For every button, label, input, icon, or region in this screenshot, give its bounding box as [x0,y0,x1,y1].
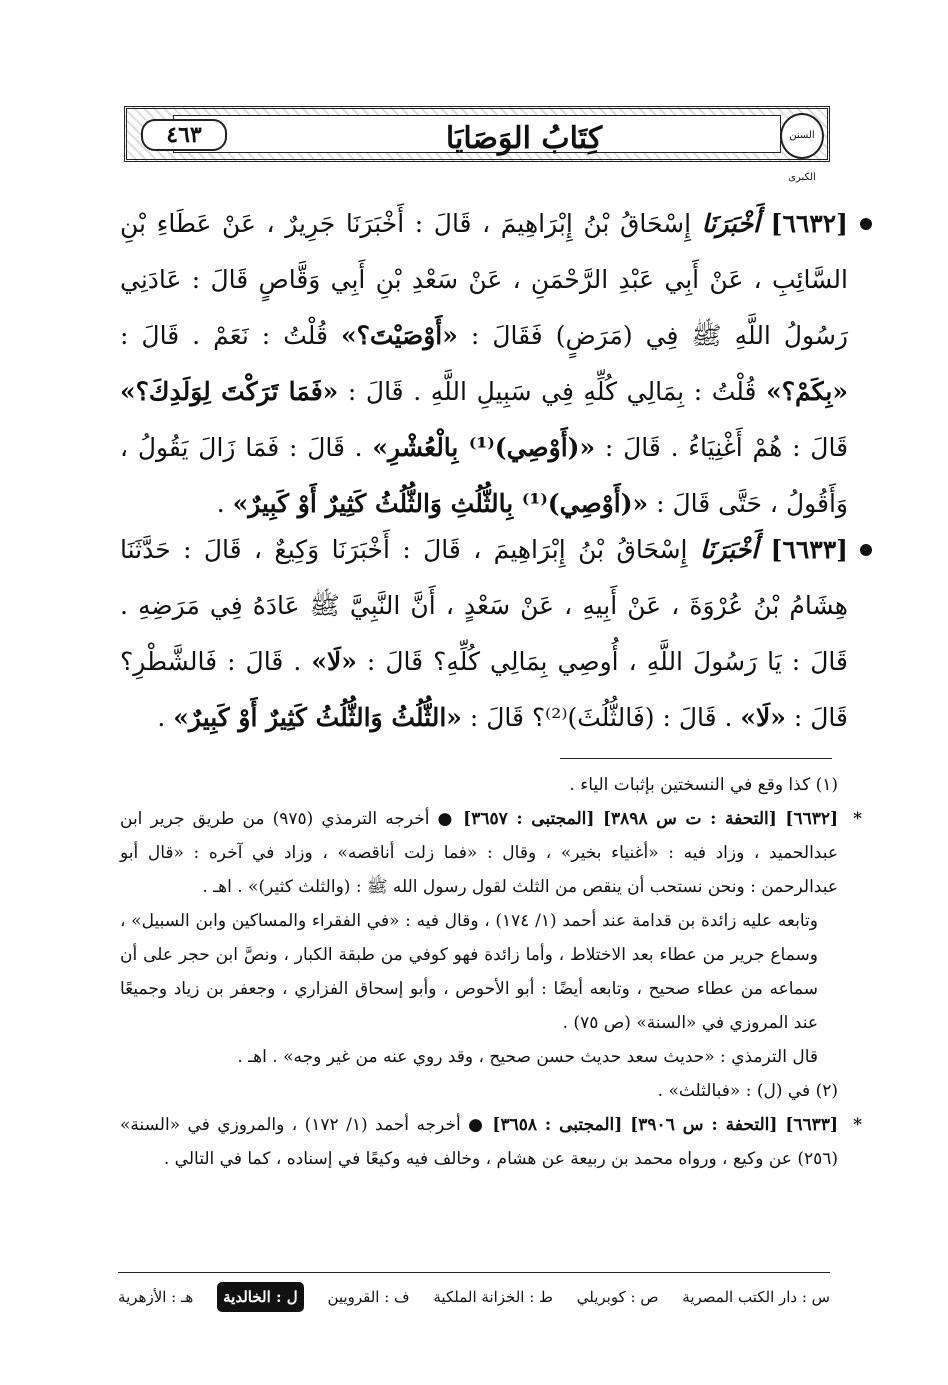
prophet-quote: «فَمَا تَرَكْتَ لِوَلَدِكَ؟» [120,377,339,406]
legend-divider [118,1272,830,1273]
tirmidhi-quote: قال الترمذي : «حديث سعد حديث حسن صحيح ، وقد روي عنه من غير وجه» . اهـ . [237,1047,818,1067]
takhrij-text: ● أخرجه الترمذي (٩٧٥) من طريق جرير ابن عبدالحميد ، وزاد فيه : «أغنياء بخير» ، وقال : «فما زلت أناقصه» ، وزاد في آخره : «قال أبو عبدالرحمن : ونحن نستحب أن ينقص من الثلث لقول رسول الله ﷺ : (والثلث كثير)» . اهـ . [120,809,838,897]
hadith-akhbarana: أَخْبَرَنَا [699,535,759,564]
hadith-text: . قَالَ : فَمَا زَالَ يَقُولُ ، وَأَقُولُ ، حَتَّى قَالَ : [120,433,848,518]
legend-item: ط : الخزانة الملكية [433,1288,553,1306]
hadith-text: . [216,489,233,518]
hadith-text: إِسْحَاقُ بْنُ إِبْرَاهِيمَ ، قَالَ : أَخْبَرَنَا وَكِيعٌ ، قَالَ : حَدَّثَنَا هِشَامُ بْنُ عُرْوَةَ ، عَنْ أَبِيهِ ، عَنْ سَعْدٍ ، أَنَّ النَّبِيَّ ﷺ عَادَهُ فِي مَرَضِهِ . قَالَ : يَا رَسُولَ اللَّهِ ، أُوصِي بِمَالِي كُلِّهِ؟ قَالَ : [120,535,848,676]
hadith-6633 [120,522,848,746]
prophet-quote: «(أَوْصِي)⁽¹⁾ بِالثُّلُثِ وَالثُّلُثُ كَثِيرٌ أَوْ كَبِيرٌ» [232,489,649,518]
star-icon: * [853,1115,862,1135]
legend-item: ف : القرويين [327,1288,410,1306]
prophet-quote: «لَا» [740,703,786,732]
takhrij-text: ● أخرجه أحمد (١/ ١٧٢) ، والمروزي في «السنة» (٢٥٦) عن وكيع ، ورواه محمد بن ربيعة عن هشام ، وخالف فيه وكيعًا في إسناده ، كما في التالي . [120,1115,838,1169]
footnotes [120,768,862,1176]
legend-item: ص : كوبريلي [576,1288,659,1306]
star-icon: * [853,809,862,829]
footnote-2: (٢) في (ل) : «فبالثلث» . [657,1081,838,1101]
hadith-6632 [120,196,848,532]
bullet-icon [860,218,872,230]
footnote-1: (١) كذا وقع في النسختين بإثبات الياء . [569,775,838,795]
page-number: ٤٦٣ [141,119,227,151]
prophet-quote: «لَا» [311,647,357,676]
takhrij-6633 [120,1108,862,1176]
prophet-quote: «الثُّلُثُ وَالثُّلُثُ كَثِيرٌ أَوْ كَبِيرٌ» [173,703,462,732]
takhrij-reference: [٦٦٣٣] [التحفة : س ٣٩٠٦] [المجتبى : ٣٦٥٨] [492,1115,838,1135]
prophet-quote: «(أَوْصِي)⁽¹⁾ بِالْعُشْرِ» [372,433,596,462]
hadith-text: قَالَ : هُمْ أَغْنِيَاءُ . قَالَ : [595,433,849,462]
hadith-number: [٦٦٣٢] [770,209,848,238]
book-title: كِتَابُ الوَصَايَا [445,121,603,156]
legend-item: س : دار الكتب المصرية [682,1288,830,1306]
book-emblem-icon: السنن الكبرى [780,113,824,159]
bullet-icon [860,544,872,556]
hadith-text: . [157,703,174,732]
takhrij-continuation: وتابعه عليه زائدة بن قدامة عند أحمد (١/ ١٧٤) ، وقال فيه : «في الفقراء والمساكين وابن السبيل» ، وسماع جرير من عطاء بعد الاختلاط ، وأما زائدة فهو كوفي من طبقة الكبار ، ونصَّ ابن حجر على أن سماعه من عطاء صحيح ، وتابعه أيضًا : أبو الأحوص ، وأبو إسحاق الفزاري ، وجعفر بن زياد وجميعًا عند المروزي في «السنة» (ص ٧٥) . [120,911,818,1033]
header-inner [173,115,781,156]
prophet-quote: «أَوْصَيْتَ؟» [341,321,458,350]
manuscript-legend [118,1282,830,1312]
hadith-number: [٦٦٣٣] [770,535,848,564]
hadith-akhbarana: أَخْبَرَنَا [701,209,760,238]
page-header-frame [124,106,830,183]
legend-item: هـ : الأزهرية [118,1288,194,1306]
hadith-text: . قَالَ : (فَالثُّلُثَ)⁽²⁾؟ قَالَ : [461,703,741,732]
legend-item-highlighted: ل : الخالدية [217,1282,304,1312]
hadith-text: . قَالَ : فَالشَّطْرِ؟ قَالَ : [120,647,848,732]
prophet-quote: «بِكَمْ؟» [766,377,849,406]
takhrij-reference: [٦٦٣٢] [التحفة : ت س ٣٨٩٨] [المجتبى : ٣٦٥٧] [463,809,839,829]
takhrij-6632 [120,802,862,904]
footnote-divider [560,758,832,759]
hadith-text: إِسْحَاقُ بْنُ إِبْرَاهِيمَ ، قَالَ : أَخْبَرَنَا جَرِيرٌ ، عَنْ عَطَاءِ بْنِ السَّائِبِ ، عَنْ أَبِي عَبْدِ الرَّحْمَنِ ، عَنْ سَعْدِ بْنِ أَبِي وَقَّاصٍ قَالَ : عَادَنِي رَسُولُ اللَّهِ ﷺ فِي (مَرَضٍ) فَقَالَ : [120,209,848,350]
hadith-text: قُلْتُ : نَعَمْ . قَالَ : [120,321,342,350]
hadith-text: قُلْتُ : بِمَالِي كُلِّهِ فِي سَبِيلِ اللَّهِ . قَالَ : [338,377,767,406]
